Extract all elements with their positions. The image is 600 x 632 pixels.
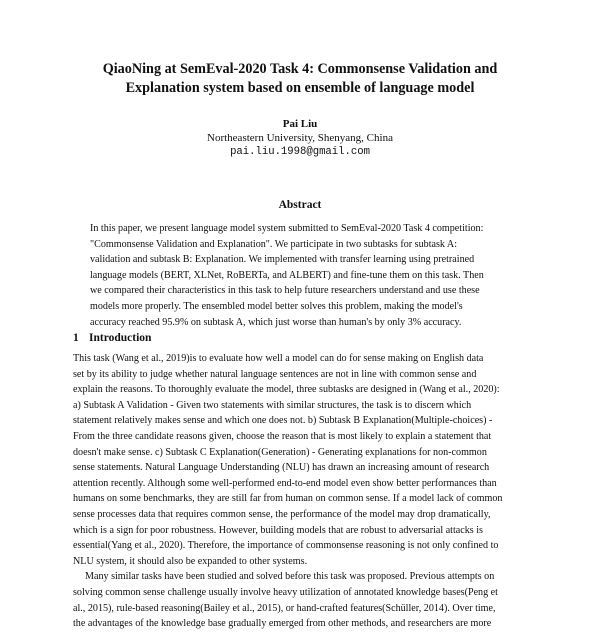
abstract-line: accuracy reached 95.9% on subtask A, which just worse than human's by only 3% accuracy. <box>90 316 462 328</box>
body-line: statement relatively makes sense and which one does not. b) Subtask B Explanation(Multiple-choices) - <box>73 415 493 427</box>
body-line: explain the reasons. To thoroughly evaluate the model, three subtasks are designed in (Wang et al., 2020): <box>73 384 500 396</box>
body-line: This task (Wang et al., 2019)is to evaluate how well a model can do for sense making on English data <box>73 353 484 364</box>
body-line: set by its ability to judge whether natural language sentences are not in line with common sense and <box>73 368 477 380</box>
abstract-line: language models (BERT, XLNet, RoBERTa, and ALBERT) and fine-tune them on this task. Then <box>90 269 484 281</box>
author-block <box>100 117 500 159</box>
abstract-line: "Commonsense Validation and Explanation". We participate in two subtasks for subtask A: <box>90 238 458 250</box>
body-line: From the three candidate reasons given, choose the reason that is most likely to explain a statement that <box>73 430 492 442</box>
paper-title <box>60 60 540 98</box>
author-email: pai.liu.1998@gmail.com <box>230 146 370 158</box>
body-line: doesn't make sense. c) Subtask C Explanation(Generation) - Generating explanations for non-common <box>73 446 487 458</box>
body-text <box>73 351 529 632</box>
author-name: Pai Liu <box>282 118 318 130</box>
section-heading <box>73 332 151 344</box>
body-line: which is a sign for poor robustness. However, building models that are robust to adversarial attacks is <box>73 524 483 536</box>
body-line: sense statements. Natural Language Understanding (NLU) has drawn an increasing amount of research <box>73 462 490 474</box>
body-line: solving common sense challenge usually involve heavy utilization of annotated knowledge bases(Peng et <box>73 586 498 598</box>
body-line: al., 2015), rule-based reasoning(Bailey et al., 2015), or hand-crafted features(Schüller, 2014). Over time, <box>73 602 496 614</box>
body-line: NLU system, it should also be expanded to other systems. <box>73 555 308 567</box>
body-line: humans on some benchmarks, they are still far from human on common sense. If a model lack of common <box>73 493 503 505</box>
body-line: sense processes data that requires common sense, the performance of the model may drop dramatically, <box>73 508 491 520</box>
section-number: 1 <box>73 332 79 344</box>
body-line: essential(Yang et al., 2020). Therefore, the importance of commonsense reasoning is not only confined to <box>73 540 499 552</box>
abstract-line: validation and subtask B: Explanation. We implemented with transfer learning using pretrained <box>90 254 475 266</box>
body-line: the advantages of the knowledge base gradually emerged from other methods, and researchers are more <box>73 618 492 630</box>
author-affiliation: Northeastern University, Shenyang, China <box>207 132 393 144</box>
abstract-line: we compared their characteristics in this task to help future researchers understand and use these <box>90 285 480 297</box>
section-title: Introduction <box>89 332 152 344</box>
abstract-line: In this paper, we present language model system submitted to SemEval-2020 Task 4 competition: <box>90 223 484 234</box>
title-line-1: QiaoNing at SemEval-2020 Task 4: Commonsense Validation and <box>102 61 498 77</box>
body-line: a) Subtask A Validation - Given two statements with similar structures, the task is to discern which <box>73 399 472 411</box>
abstract-line: models more properly. The ensembled model better solves this problem, making the model's <box>90 300 463 312</box>
body-line: attention recently. Although some well-performed end-to-end model even show better performances than <box>73 477 497 489</box>
title-line-2: Explanation system based on ensemble of language model <box>125 80 475 96</box>
abstract-heading: Abstract <box>278 199 322 211</box>
abstract-text <box>90 221 515 330</box>
body-line: Many similar tasks have been studied and solved before this task was proposed. Previous attempts on <box>85 571 495 583</box>
